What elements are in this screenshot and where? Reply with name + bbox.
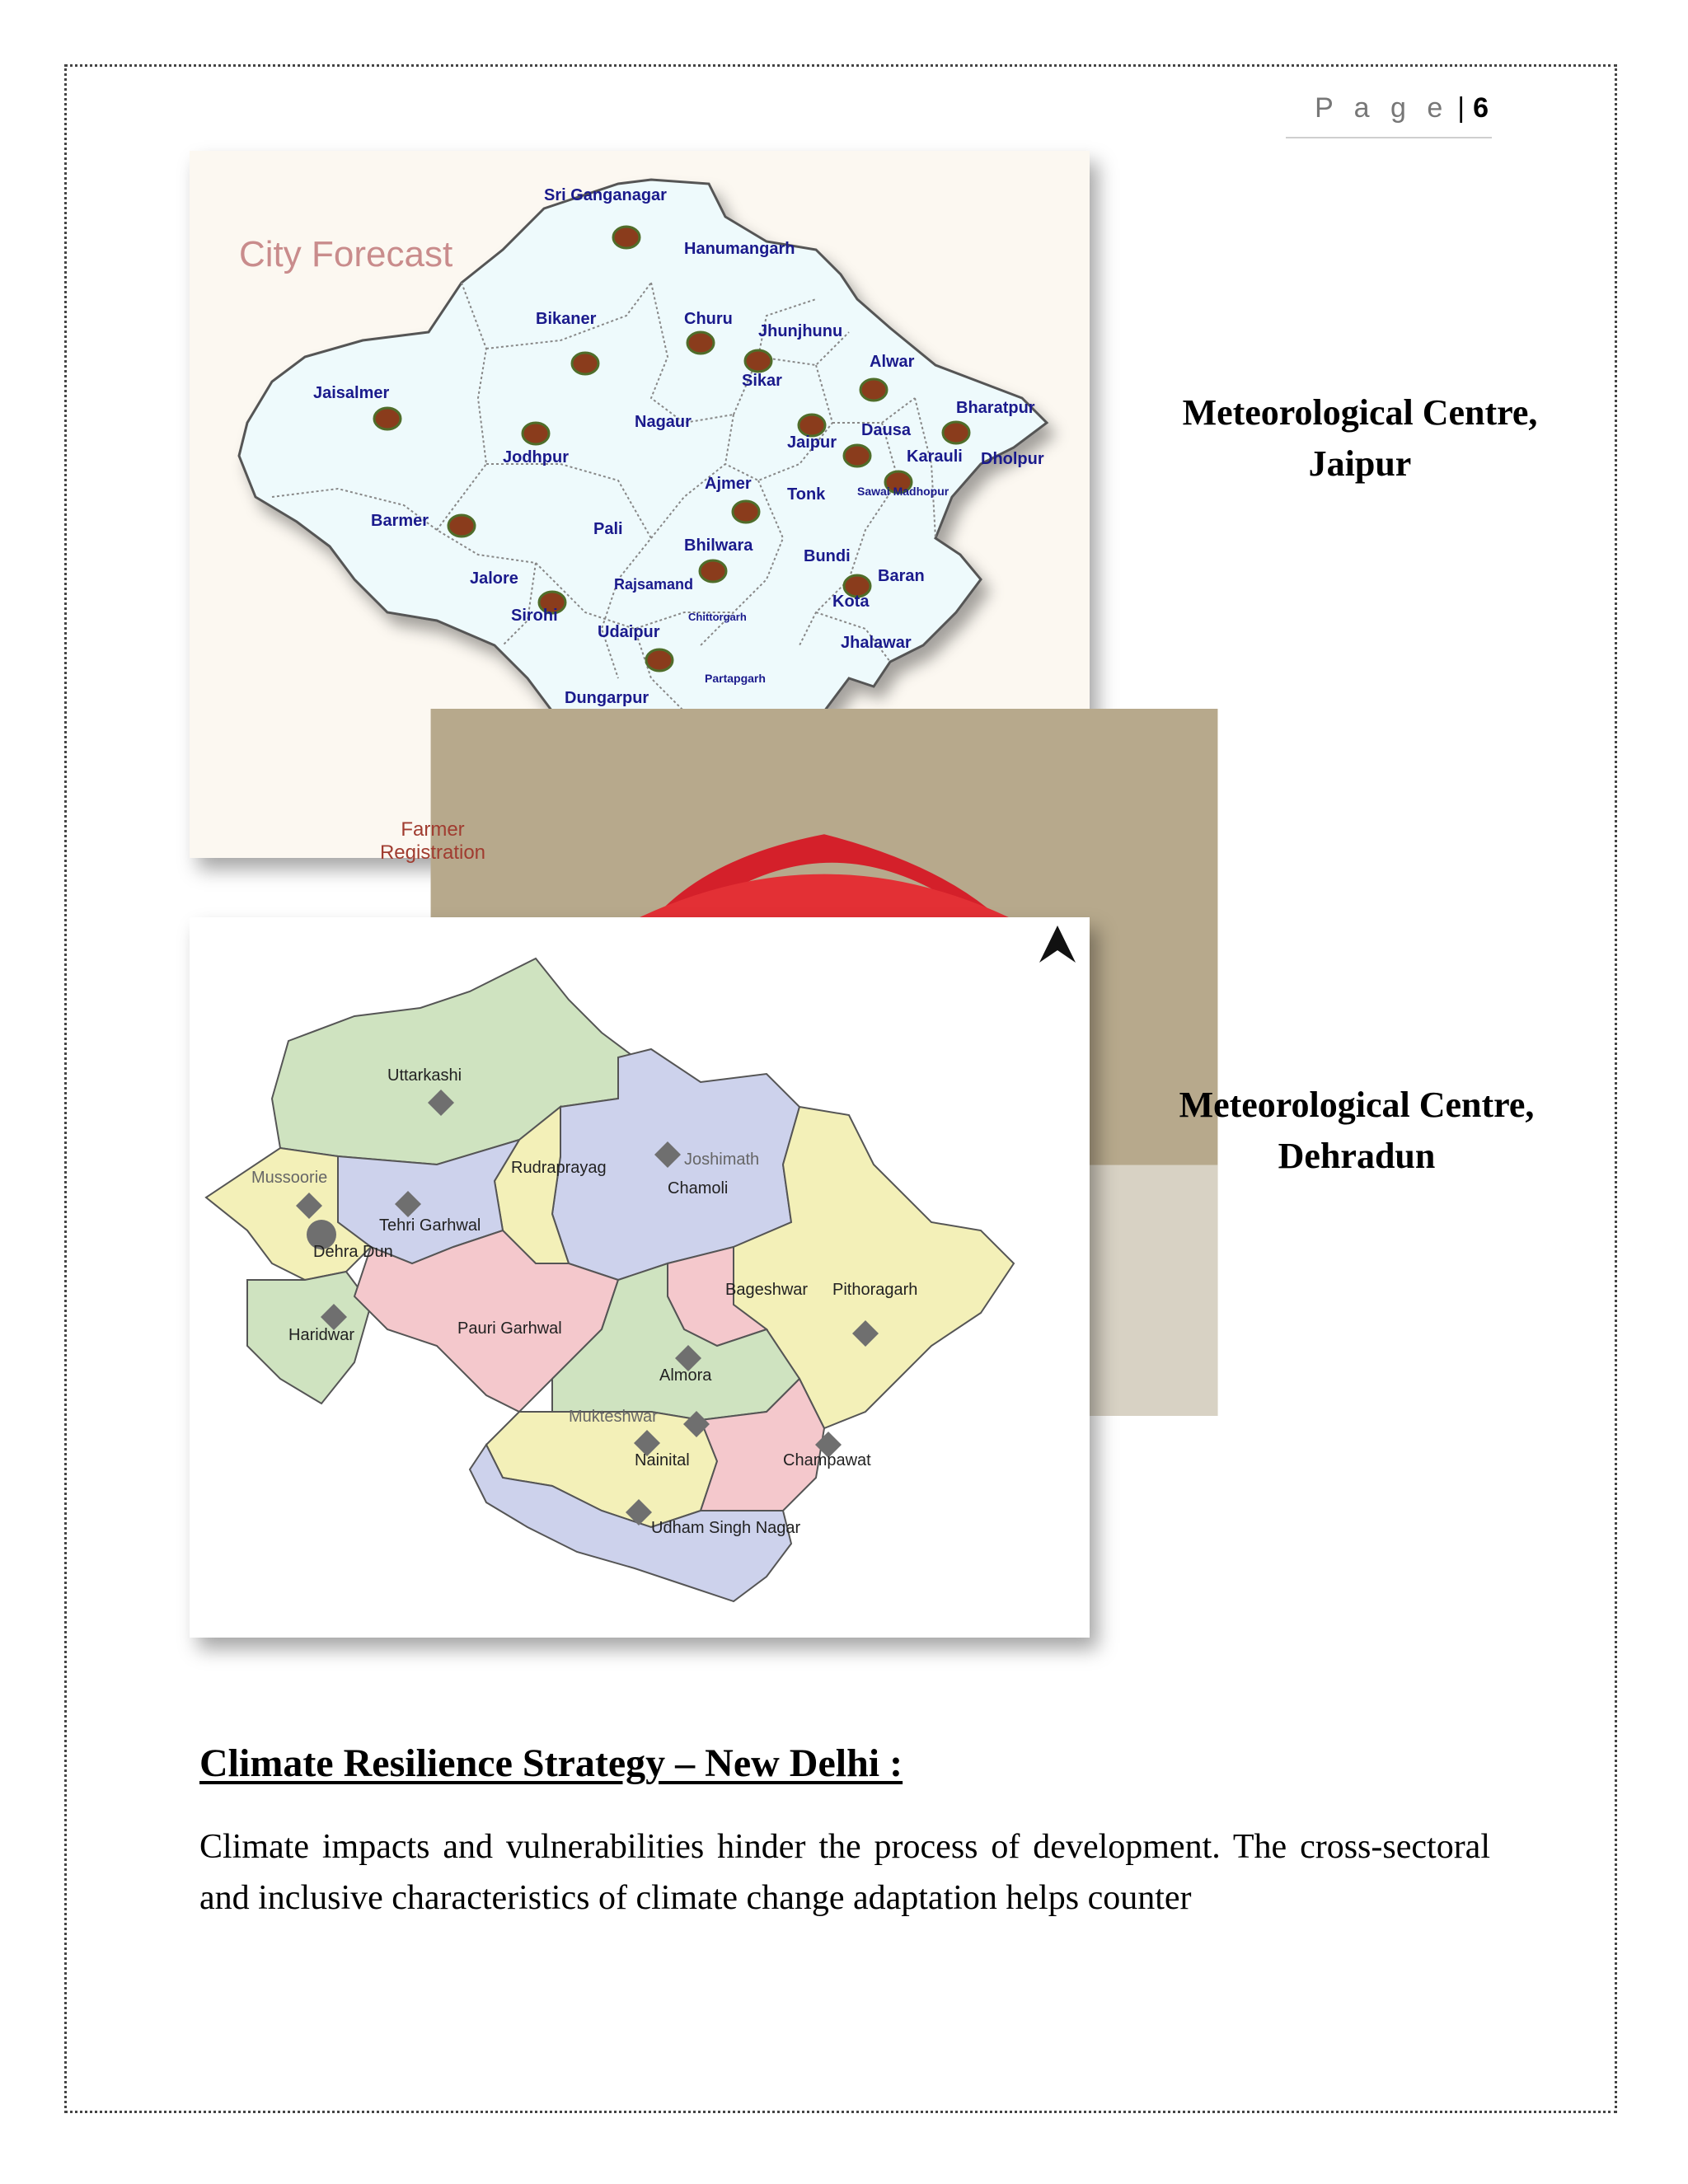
district-label-pithoragarh: Pithoragarh: [832, 1281, 918, 1299]
district-label-joshimath: Joshimath: [684, 1151, 760, 1169]
district-label-jhunjhunu: Jhunjhunu: [758, 322, 843, 340]
district-label-baran: Baran: [878, 567, 925, 585]
forecast-marker-bikaner[interactable]: [572, 353, 598, 374]
forecast-marker-churu[interactable]: [687, 332, 714, 354]
district-label-nagaur: Nagaur: [635, 413, 692, 431]
district-label-jaisalmer: Jaisalmer: [313, 384, 390, 402]
forecast-marker-jaisalmer[interactable]: [374, 408, 401, 429]
caption-jaipur-line1: Meteorological Centre,: [1182, 392, 1538, 433]
district-label-bageshwar: Bageshwar: [725, 1281, 809, 1299]
caption-dehradun-line1: Meteorological Centre,: [1179, 1085, 1535, 1125]
district-label-jalore: Jalore: [470, 569, 518, 588]
forecast-marker-ajmer[interactable]: [733, 501, 759, 523]
farmer-label-line2: Registration: [379, 841, 486, 864]
farmer-registration-label[interactable]: [330, 818, 536, 866]
forecast-marker-jodhpur[interactable]: [523, 423, 549, 444]
district-label-dausa: Dausa: [861, 421, 912, 439]
page-label: P a g e: [1315, 92, 1450, 124]
district-label-tonk: Tonk: [787, 485, 826, 504]
district-label-almora: Almora: [659, 1366, 712, 1385]
district-label-sri-ganganagar: Sri Ganganagar: [544, 186, 667, 204]
district-label-jodhpur: Jodhpur: [503, 448, 569, 466]
forecast-marker-udaipur[interactable]: [646, 649, 673, 671]
district-label-bharatpur: Bharatpur: [956, 399, 1035, 417]
district-label-kota: Kota: [832, 593, 870, 611]
district-label-dehra-dun: Dehra Dun: [313, 1243, 393, 1261]
district-label-champawat: Champawat: [783, 1451, 871, 1469]
section-heading: Climate Resilience Strategy – New Delhi :: [199, 1741, 903, 1785]
district-label-bhilwara: Bhilwara: [684, 537, 753, 555]
forecast-marker-jhunjhunu[interactable]: [745, 350, 771, 372]
caption-dehradun-line2: Dehradun: [1278, 1136, 1436, 1176]
district-label-ajmer: Ajmer: [705, 475, 752, 493]
caption-jaipur: [1129, 387, 1591, 490]
map-title: City Forecast: [239, 234, 453, 274]
district-label-barmer: Barmer: [371, 512, 429, 530]
district-label-rudraprayag: Rudraprayag: [511, 1159, 607, 1177]
north-arrow-icon: [1039, 926, 1076, 963]
district-label-hanumangarh: Hanumangarh: [684, 240, 795, 258]
page-separator: |: [1457, 92, 1465, 124]
district-label-uttarkashi: Uttarkashi: [387, 1066, 462, 1085]
district-label-sawai-madhopur: Sawai Madhopur: [857, 485, 950, 498]
forecast-marker-alwar[interactable]: [860, 379, 887, 401]
forecast-marker-bharatpur[interactable]: [943, 422, 969, 443]
farmer-label-line1: Farmer: [401, 818, 465, 841]
district-label-pauri-garhwal: Pauri Garhwal: [457, 1319, 562, 1338]
district-label-rajsamand: Rajsamand: [614, 576, 694, 593]
uttarakhand-map-svg: [190, 917, 1090, 1638]
district-label-udham-singh-nagar: Udham Singh Nagar: [651, 1519, 801, 1537]
district-label-chamoli: Chamoli: [668, 1179, 729, 1197]
district-label-sikar: Sikar: [742, 372, 782, 390]
district-label-sirohi: Sirohi: [511, 607, 558, 625]
district-label-tehri-garhwal: Tehri Garhwal: [379, 1216, 481, 1235]
page-number-value: 6: [1473, 92, 1489, 124]
district-label-udaipur: Udaipur: [598, 623, 660, 641]
district-label-bundi: Bundi: [804, 547, 851, 565]
district-label-haridwar: Haridwar: [288, 1326, 355, 1344]
forecast-marker-sri-ganganagar[interactable]: [613, 227, 640, 248]
district-label-partapgarh: Partapgarh: [705, 672, 766, 685]
rajasthan-forecast-map: [190, 151, 1090, 864]
district-label-bikaner: Bikaner: [536, 310, 597, 328]
district-label-jaipur: Jaipur: [787, 434, 837, 452]
forecast-marker-dausa[interactable]: [844, 445, 870, 466]
forecast-marker-rajsamand[interactable]: [700, 560, 726, 582]
district-label-jhalawar: Jhalawar: [841, 634, 912, 652]
caption-dehradun: [1126, 1080, 1587, 1182]
district-label-mukteshwar: Mukteshwar: [569, 1408, 658, 1426]
uttarakhand-district-map: [190, 917, 1090, 1638]
district-label-chittorgarh: Chittorgarh: [688, 611, 747, 623]
district-label-dholpur: Dholpur: [981, 450, 1044, 468]
forecast-marker-barmer[interactable]: [448, 515, 475, 537]
page-number: [1286, 92, 1492, 138]
district-label-nainital: Nainital: [635, 1451, 690, 1469]
section-body: Climate impacts and vulnerabilities hinder the process of development. The cross-sectoral and inclusive characteristics of climate change adaptation helps counter: [199, 1828, 1490, 1917]
district-label-mussoorie: Mussoorie: [251, 1169, 328, 1187]
district-label-alwar: Alwar: [870, 353, 915, 371]
district-label-dungarpur: Dungarpur: [565, 689, 649, 707]
district-label-pali: Pali: [593, 520, 623, 538]
caption-jaipur-line2: Jaipur: [1308, 443, 1412, 484]
district-label-karauli: Karauli: [907, 448, 963, 466]
district-label-churu: Churu: [684, 310, 733, 328]
